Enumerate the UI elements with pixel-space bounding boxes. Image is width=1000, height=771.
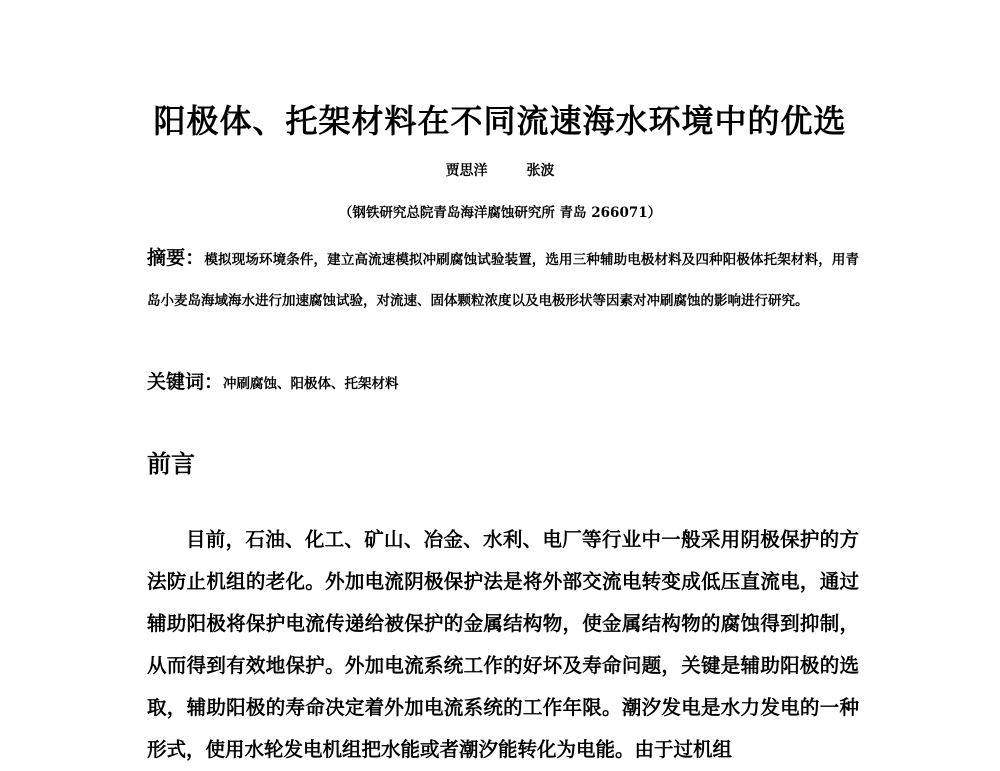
keywords-text: 冲刷腐蚀、阳极体、托架材料 bbox=[223, 376, 399, 392]
keywords bbox=[147, 367, 859, 394]
abstract-label: 摘要： bbox=[147, 247, 205, 269]
author-name: 贾思洋 bbox=[445, 163, 488, 179]
body-paragraph: 目前，石油、化工、矿山、冶金、水利、电厂等行业中一般采用阴极保护的方法防止机组的老化。外加电流阴极保护法是将外部交流电转变成低压直流电，通过辅助阳极将保护电流传递给被保护的金属结构物，使金属结构物的腐蚀得到抑制，从而得到有效地保护。外加电流系统工作的好坏及寿命问题，关键是辅助阳极的选取，辅助阳极的寿命决定着外加电流系统的工作年限。潮汐发电是水力发电的一种形式，使用水轮发电机组把水能或者潮汐能转化为电能。由于过机组 bbox=[147, 528, 859, 761]
keywords-label: 关键词： bbox=[147, 371, 224, 393]
author-name: 张波 bbox=[526, 163, 555, 179]
abstract bbox=[147, 238, 859, 322]
affiliation: （钢铁研究总院青岛海洋腐蚀研究所 青岛 266071） bbox=[338, 205, 662, 221]
author-list bbox=[0, 160, 1000, 180]
paper-title: 阳极体、托架材料在不同流速海水环境中的优选 bbox=[153, 102, 847, 140]
section-heading: 前言 bbox=[147, 450, 195, 478]
abstract-text: 模拟现场环境条件，建立高流速模拟冲刷腐蚀试验装置，选用三种辅助电极材料及四种阳极体托架材料，用青岛小麦岛海域海水进行加速腐蚀试验，对流速、固体颗粒浓度以及电极形状等因素对冲刷腐蚀的影响进行研究。 bbox=[147, 252, 859, 309]
